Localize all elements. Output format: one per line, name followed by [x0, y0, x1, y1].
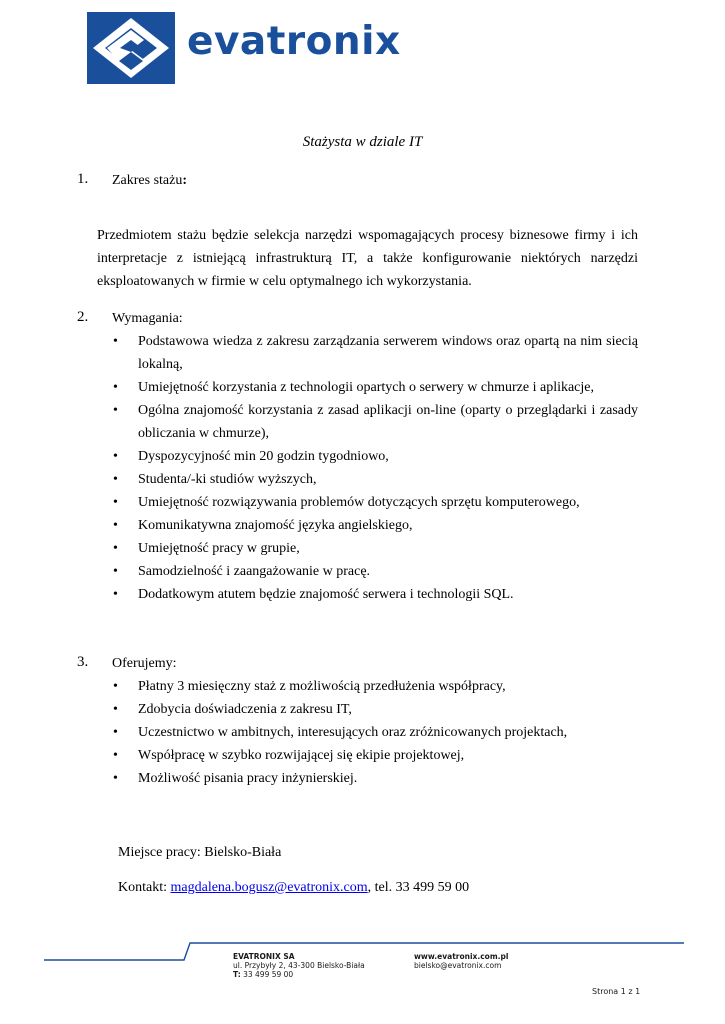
- workplace-text: Miejsce pracy: Bielsko-Biała: [118, 845, 282, 860]
- section-2-label: Wymagania:: [112, 311, 183, 326]
- footer-company-name: EVATRONIX SA: [233, 952, 295, 961]
- list-item: • Płatny 3 miesięczny staż z możliwością przedłużenia współpracy,: [110, 675, 638, 698]
- list-item: • Uczestnictwo w ambitnych, interesujących oraz zróżnicowanych projektach,: [110, 721, 638, 744]
- list-item: • Podstawowa wiedza z zakresu zarządzania serwerem windows oraz opartą na nim siecią lokalną,: [110, 330, 638, 376]
- section-1-number: 1.: [77, 171, 89, 187]
- contact-line: [118, 880, 469, 896]
- section-1-paragraph: Przedmiotem stażu będzie selekcja narzędzi wspomagających procesy biznesowe firmy i ich interpretacje z istniejącą infrastrukturą IT, a także konfigurowanie niektórych narzędzi eksploatowanych w firmie w celu optymalnego ich wykorzystania.: [97, 228, 638, 289]
- contact-suffix: , tel. 33 499 59 00: [367, 880, 470, 895]
- list-item: • Komunikatywna znajomość języka angielskiego,: [110, 514, 638, 537]
- footer-phone: 33 499 59 00: [240, 970, 294, 979]
- list-item: • Ogólna znajomość korzystania z zasad aplikacji on-line (oparty o przeglądarki i zasady obliczania w chmurze),: [110, 399, 638, 445]
- offer-list: [110, 675, 638, 790]
- list-item: • Samodzielność i zaangażowanie w pracę.: [110, 560, 638, 583]
- section-1-label-colon: :: [182, 173, 188, 188]
- footer-address: ul. Przybyły 2, 43-300 Bielsko-Biała: [233, 961, 365, 970]
- list-item: • Współpracę w szybko rozwijającej się ekipie projektowej,: [110, 744, 638, 767]
- list-item: • Zdobycia doświadczenia z zakresu IT,: [110, 698, 638, 721]
- evatronix-e-logo-icon: [87, 12, 175, 84]
- company-logo-text: evatronix: [187, 19, 401, 64]
- section-1-label: [112, 173, 187, 189]
- contact-prefix: Kontakt:: [118, 880, 171, 895]
- page-title: Stażysta w dziale IT: [302, 134, 423, 150]
- footer-company-block: [233, 952, 365, 979]
- footer-web-block: [414, 952, 508, 970]
- list-item: • Umiejętność korzystania z technologii opartych o serwery w chmurze i aplikacje,: [110, 376, 638, 399]
- requirements-list: [110, 330, 638, 606]
- list-item: • Studenta/-ki studiów wyższych,: [110, 468, 638, 491]
- footer-website-link[interactable]: www.evatronix.com.pl: [414, 952, 509, 961]
- list-item: • Umiejętność pracy w grupie,: [110, 537, 638, 560]
- section-3-label: Oferujemy:: [112, 656, 177, 671]
- company-logo-mark: [87, 12, 175, 84]
- list-item: • Umiejętność rozwiązywania problemów dotyczących sprzętu komputerowego,: [110, 491, 638, 514]
- section-2-number: 2.: [77, 309, 89, 325]
- footer-email[interactable]: bielsko@evatronix.com: [414, 961, 502, 970]
- list-item: • Możliwość pisania pracy inżynierskiej.: [110, 767, 638, 790]
- list-item: • Dodatkowym atutem będzie znajomość serwera i technologii SQL.: [110, 583, 638, 606]
- section-3-number: 3.: [77, 654, 89, 670]
- contact-email-link[interactable]: magdalena.bogusz@evatronix.com: [170, 880, 368, 895]
- list-item: • Dyspozycyjność min 20 godzin tygodniowo,: [110, 445, 638, 468]
- page-number: Strona 1 z 1: [592, 987, 641, 996]
- section-1-label-text: Zakres stażu: [112, 173, 183, 188]
- footer-phone-label: T:: [233, 970, 241, 979]
